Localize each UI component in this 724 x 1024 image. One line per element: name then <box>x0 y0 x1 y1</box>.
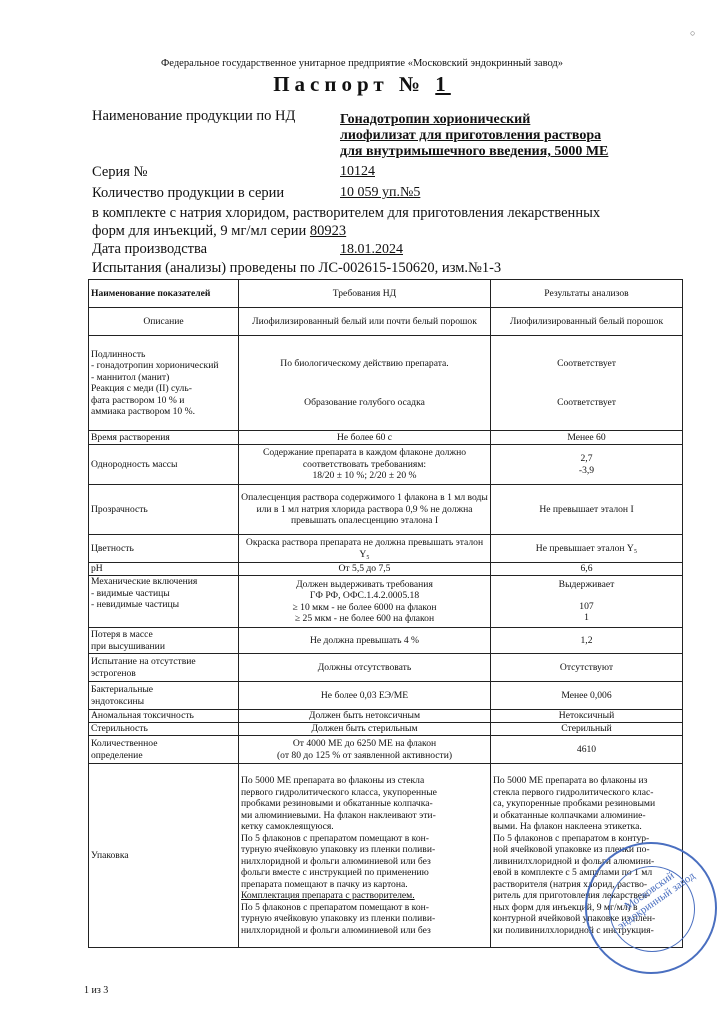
res-line: Соответствует <box>557 357 616 369</box>
name-line: - видимые частицы <box>91 587 170 599</box>
req-line: препарата помещают в пачку из картона. <box>241 878 408 890</box>
row-requirement: От 5,5 до 7,5 <box>239 563 491 576</box>
row-requirement: Окраска раствора препарата не должна превышать эталон Y₅ <box>239 535 491 563</box>
table-row <box>89 628 683 654</box>
res-line: По 5 флаконов с препаратом в контур- <box>493 832 650 844</box>
header-results: Результаты анализов <box>491 280 683 308</box>
date-label: Дата производства <box>92 241 208 257</box>
kit-line-2 <box>92 223 346 240</box>
req-line: фольги вместе с инструкцией по применению <box>241 867 429 878</box>
req-line: По 5 флаконов с препаратом помещают в кон- <box>241 901 429 913</box>
req-line: нилхлоридной и фольги алюминиевой или без <box>241 855 431 867</box>
header-name: Наименование показателей <box>89 280 239 308</box>
res-line: стекла первого гидролитического клас- <box>493 786 654 798</box>
name-line: Механические включения <box>91 576 198 587</box>
res-line: Соответствует <box>557 397 616 408</box>
row-name <box>89 682 239 710</box>
kit-line-1: в комплекте с натрия хлоридом, растворителем для приготовления лекарственных <box>92 205 601 221</box>
req-line: ми алюминиевыми. На флакон наклеивают эти- <box>241 809 436 821</box>
row-name <box>89 654 239 682</box>
req-line: По 5 флаконов с препаратом помещают в кон- <box>241 832 429 844</box>
row-requirement: Не более 60 с <box>239 431 491 445</box>
name-line: Количественное <box>91 738 158 749</box>
req-line: кетку самоклеящуюся. <box>241 821 334 832</box>
row-requirement <box>239 445 491 485</box>
series-label: Серия № <box>92 164 148 180</box>
series-value: 10124 <box>340 164 375 179</box>
stamp-text: Московский эндокринный завод <box>615 869 698 933</box>
kit-series: 80923 <box>309 223 347 239</box>
table-header-row <box>89 280 683 308</box>
req-line: По 5000 МЕ препарата во флаконы из стекла <box>241 775 425 786</box>
name-line: - маннитол (манит) <box>91 371 170 383</box>
req-line: По биологическому действию препарата. <box>280 357 449 369</box>
res-line: ной ячейковой упаковке из пленки по- <box>493 844 650 855</box>
name-line: - гонадотропин хорионический <box>91 360 219 371</box>
document-title <box>0 72 724 97</box>
req-line: пробками резиновыми и обкатанные колпачка- <box>241 798 433 809</box>
row-result: Стерильный <box>491 723 683 736</box>
row-result <box>491 336 683 431</box>
row-requirement: Не более 0,03 ЕЭ/МЕ <box>239 682 491 710</box>
row-name <box>89 628 239 654</box>
name-line: фата раствором 10 % и <box>91 394 185 406</box>
name-line: Испытание на отсутствие <box>91 656 196 667</box>
table-row <box>89 736 683 764</box>
res-line: евой в комплекте с 5 ампулами по 1 мл <box>493 867 653 878</box>
req-line: турную ячейковую упаковку из пленки поливи- <box>241 913 436 924</box>
table-row <box>89 445 683 485</box>
res-line: 2,7 <box>580 453 593 464</box>
row-requirement <box>239 736 491 764</box>
req-line: Содержание препарата в каждом флаконе должно соответствовать требованиям: <box>263 447 466 470</box>
res-line: ритель для приготовления лекарствен- <box>493 890 651 901</box>
row-requirement: Должен быть нетоксичным <box>239 710 491 723</box>
product-line-1: Гонадотропин хорионический <box>340 112 531 127</box>
name-line: эстрогенов <box>91 667 136 679</box>
row-name: Аномальная токсичность <box>89 710 239 723</box>
table-row <box>89 576 683 628</box>
table-row <box>89 654 683 682</box>
row-name: Цветность <box>89 535 239 563</box>
row-result: Отсутствуют <box>491 654 683 682</box>
name-line: Бактериальные <box>91 684 154 695</box>
res-line: контурной ячейковой упаковке из плен- <box>493 913 656 924</box>
res-line: По 5000 МЕ препарата во флаконы из <box>493 775 648 786</box>
row-requirement: Должны отсутствовать <box>239 654 491 682</box>
name-line: при высушивании <box>91 640 165 652</box>
req-line: ≥ 25 мкм - не более 600 на флакон <box>294 613 435 624</box>
row-result: 1,2 <box>491 628 683 654</box>
res-line: растворителя (натрия хлорид, раство- <box>493 878 648 890</box>
row-result: Не превышает эталон I <box>491 485 683 535</box>
row-result: 6,6 <box>491 563 683 576</box>
name-line: аммиака раствором 10 %. <box>91 406 195 417</box>
date-value: 18.01.2024 <box>340 242 403 257</box>
row-result: Не превышает эталон Y₅ <box>491 535 683 563</box>
row-name: Однородность массы <box>89 445 239 485</box>
name-line: Подлинность <box>91 348 146 360</box>
res-line: выми. На флакон наклеена этикетка. <box>493 821 642 832</box>
product-line-2: лиофилизат для приготовления раствора <box>340 128 602 143</box>
results-table <box>88 279 683 948</box>
table-row <box>89 336 683 431</box>
row-name: pH <box>89 563 239 576</box>
corner-mark: ○ <box>690 28 696 38</box>
row-result: Менее 60 <box>491 431 683 445</box>
req-line: Комплектация препарата с растворителем. <box>241 890 415 901</box>
row-name: Упаковка <box>89 764 239 948</box>
req-line: Образование голубого осадка <box>304 397 425 408</box>
name-line: определение <box>91 749 143 761</box>
res-line: са, укупоренные пробками резиновыми <box>493 798 656 809</box>
req-line: нилхлоридной и фольги алюминиевой или без <box>241 924 431 936</box>
row-requirement: Опалесценция раствора содержимого 1 флакона в 1 мл воды или в 1 мл натрия хлорида раствора 0,9 % не должна превышать опалесценцию эталона I <box>239 485 491 535</box>
row-requirement: Лиофилизированный белый или почти белый порошок <box>239 308 491 336</box>
req-line: От 4000 МЕ до 6250 МЕ на флакон <box>292 738 437 749</box>
product-line-3: для внутримышечного введения, 5000 МЕ <box>340 144 609 159</box>
name-line: - невидимые частицы <box>91 599 180 610</box>
quantity-value: 10 059 уп.№5 <box>340 185 421 200</box>
req-line: Должен выдерживать требования <box>296 578 433 590</box>
req-line: 18/20 ± 10 %; 2/20 ± 20 % <box>312 470 417 482</box>
row-result <box>491 576 683 628</box>
req-line: первого гидролитического класса, укупоренные <box>241 786 437 798</box>
page-number: 1 из 3 <box>84 985 109 996</box>
title-prefix: Паспорт № <box>273 72 426 96</box>
row-name: Стерильность <box>89 723 239 736</box>
kit-line-2-text: форм для инъекций, 9 мг/мл серии <box>92 223 307 239</box>
table-row <box>89 308 683 336</box>
req-line: ГФ РФ, ОФС.1.4.2.0005.18 <box>309 590 420 601</box>
table-row <box>89 710 683 723</box>
table-row <box>89 431 683 445</box>
row-result: Менее 0,006 <box>491 682 683 710</box>
res-line: -3,9 <box>578 464 595 476</box>
company-stamp <box>585 842 717 974</box>
row-result: Лиофилизированный белый порошок <box>491 308 683 336</box>
row-name <box>89 336 239 431</box>
row-requirement <box>239 576 491 628</box>
row-name <box>89 576 239 628</box>
res-line: и обкатанные колпачками алюминие- <box>493 809 646 821</box>
title-number: 1 <box>435 72 451 96</box>
res-line: 1 <box>584 612 589 624</box>
table-row <box>89 682 683 710</box>
res-line: ных форм для инъекций, 9 мг/мл) в <box>493 901 638 913</box>
row-result: 4610 <box>491 736 683 764</box>
row-name <box>89 736 239 764</box>
organization-header: Федеральное государственное унитарное предприятие «Московский эндокринный завод» <box>161 58 563 69</box>
row-requirement <box>239 764 491 948</box>
row-requirement: Должен быть стерильным <box>239 723 491 736</box>
quantity-label: Количество продукции в серии <box>92 185 285 201</box>
row-result: Нетоксичный <box>491 710 683 723</box>
name-line: Потеря в массе <box>91 629 153 640</box>
header-requirements: Требования НД <box>239 280 491 308</box>
res-line: 107 <box>579 600 594 612</box>
table-row <box>89 535 683 563</box>
product-name <box>340 112 608 160</box>
res-line: ки поливинилхлоридной с инструкция- <box>493 924 654 936</box>
table-row <box>89 563 683 576</box>
res-line: ливинилхлоридной и фольги алюмини- <box>493 855 655 867</box>
table-row <box>89 485 683 535</box>
product-label: Наименование продукции по НД <box>92 108 296 124</box>
name-line: Реакция с меди (II) суль- <box>91 383 192 394</box>
tests-line: Испытания (анализы) проведены по ЛС-002615-150620, изм.№1-3 <box>92 260 502 276</box>
name-line: эндотоксины <box>91 695 145 707</box>
row-requirement: Не должна превышать 4 % <box>239 628 491 654</box>
req-line: (от 80 до 125 % от заявленной активности) <box>276 749 453 761</box>
row-result <box>491 445 683 485</box>
res-line: Выдерживает <box>558 579 615 591</box>
req-line: ≥ 10 мкм - не более 6000 на флакон <box>292 601 437 613</box>
table-row <box>89 723 683 736</box>
row-name: Описание <box>89 308 239 336</box>
row-name: Время растворения <box>89 431 239 445</box>
req-line: турную ячейковую упаковку из пленки поливи- <box>241 844 436 855</box>
row-requirement <box>239 336 491 431</box>
row-name: Прозрачность <box>89 485 239 535</box>
